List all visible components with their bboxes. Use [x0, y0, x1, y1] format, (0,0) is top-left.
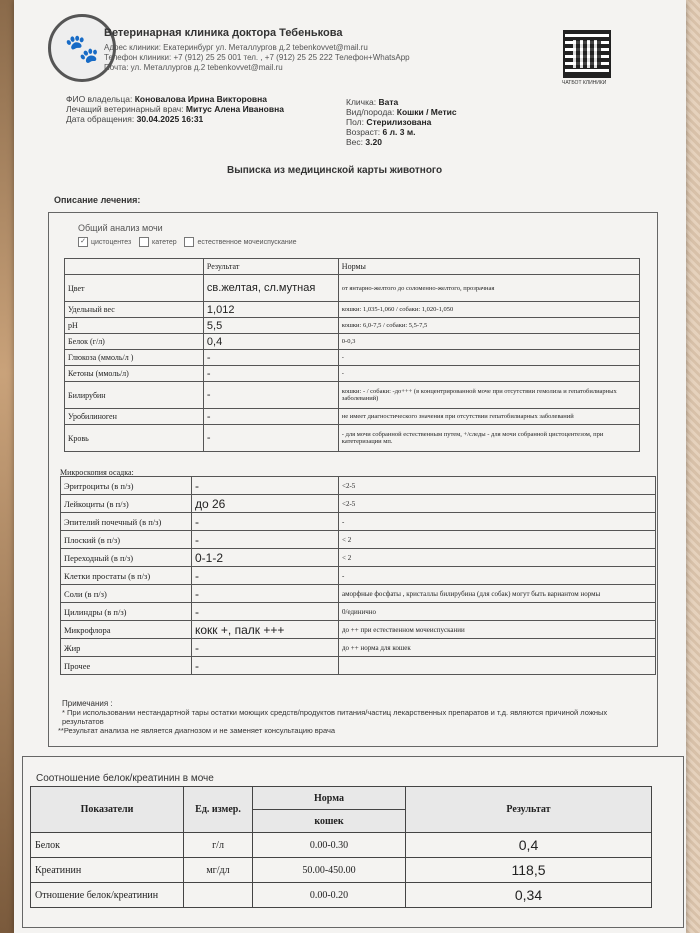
table-row	[65, 409, 640, 425]
ratio-name: Отношение белок/креатинин	[31, 883, 184, 908]
pet-age-label: Возраст:	[346, 127, 381, 137]
param-result: -	[203, 425, 338, 452]
ratio-result: 0,4	[406, 833, 652, 858]
param-result: -	[192, 639, 339, 657]
param-name: Удельный вес	[65, 302, 204, 318]
param-result: -	[192, 657, 339, 675]
checkbox-icon	[184, 237, 194, 247]
header-norm: Нормы	[338, 259, 639, 275]
param-result: -	[192, 585, 339, 603]
pet-breed-label: Вид/порода:	[346, 107, 395, 117]
ratio-name: Белок	[31, 833, 184, 858]
table-row	[31, 858, 652, 883]
table-row	[61, 549, 656, 567]
param-name: Плоский (в п/з)	[61, 531, 192, 549]
param-name: Кровь	[65, 425, 204, 452]
table-row	[61, 657, 656, 675]
header-param: Показатели	[31, 787, 184, 833]
param-norm: до ++ норма для кошек	[339, 639, 656, 657]
param-norm: кошки: 6,0-7,5 / собаки: 5,5-7,5	[338, 318, 639, 334]
param-norm: -	[339, 567, 656, 585]
date-label: Дата обращения:	[66, 114, 135, 124]
pet-nick: Вата	[378, 97, 399, 107]
param-result: -	[203, 366, 338, 382]
param-norm: кошки: 1,035-1,060 / собаки: 1,020-1,050	[338, 302, 639, 318]
param-result: -	[203, 409, 338, 425]
table-row	[61, 513, 656, 531]
urine-heading: Общий анализ мочи	[78, 223, 163, 233]
check-icon: ✓	[78, 237, 88, 247]
table-row	[65, 259, 640, 275]
param-name: Микрофлора	[61, 621, 192, 639]
param-norm: не имеет диагностического значения при отсутствии гепатобилиарных заболеваний	[338, 409, 639, 425]
param-norm: <2-5	[339, 495, 656, 513]
pet-weight: 3.20	[365, 137, 382, 147]
param-result: -	[203, 350, 338, 366]
pet-age: 6 л. 3 м.	[382, 127, 416, 137]
param-norm: от янтарно-желтого до соломенно-желтого, прозрачная	[338, 275, 639, 302]
header-norm-sub: кошек	[253, 810, 406, 833]
table-row	[65, 366, 640, 382]
table-row	[31, 883, 652, 908]
note-line: * При использовании нестандартной тары остатки моющих средств/продуктов питания/частиц лекарственных препаратов и т.д. являются причиной ложных результатов	[62, 708, 608, 726]
table-row	[61, 603, 656, 621]
clinic-address: Адрес клиники: Екатеринбург ул. Металлургов д.2 tebenkovvet@mail.ru	[104, 43, 368, 52]
table-row	[65, 302, 640, 318]
table-row	[61, 621, 656, 639]
param-name: Эпителий почечный (в п/з)	[61, 513, 192, 531]
table-row	[61, 477, 656, 495]
owner-label: ФИО владельца:	[66, 94, 133, 104]
param-norm	[339, 657, 656, 675]
table-row	[65, 334, 640, 350]
param-name: Лейкоциты (в п/з)	[61, 495, 192, 513]
table-row	[61, 639, 656, 657]
header-unit: Ед. измер.	[184, 787, 253, 833]
table-row	[61, 495, 656, 513]
header-result: Результат	[406, 787, 652, 833]
method-natural: естественное мочеиспускание	[197, 238, 297, 246]
param-result: -	[192, 531, 339, 549]
param-result: 0,4	[203, 334, 338, 350]
ratio-result: 118,5	[406, 858, 652, 883]
ratio-unit: г/л	[184, 833, 253, 858]
pet-age-row	[346, 127, 416, 137]
param-result: -	[192, 477, 339, 495]
table-row	[31, 787, 652, 810]
param-norm: -	[339, 513, 656, 531]
pet-sex-row	[346, 117, 431, 127]
param-result: 1,012	[203, 302, 338, 318]
pet-breed-row	[346, 107, 457, 117]
micro-table	[60, 476, 656, 675]
date-row	[66, 114, 203, 124]
param-norm: -	[338, 350, 639, 366]
pet-weight-row	[346, 137, 382, 147]
param-norm: аморфные фосфаты , кристаллы билирубина (для собак) могут быть вариантом нормы	[339, 585, 656, 603]
table-row	[31, 833, 652, 858]
method-catheter: катетер	[152, 238, 177, 246]
param-norm: 0/единично	[339, 603, 656, 621]
param-norm: < 2	[339, 549, 656, 567]
section-title: Описание лечения:	[54, 195, 141, 205]
pet-nick-row	[346, 97, 398, 107]
date-value: 30.04.2025 16:31	[136, 114, 204, 124]
doctor-label: Лечащий ветеринарный врач:	[66, 104, 184, 114]
ratio-title: Соотношение белок/креатинин в моче	[36, 773, 214, 784]
param-name: Кетоны (ммоль/л)	[65, 366, 204, 382]
clinic-phone: Телефон клиники: +7 (912) 25 25 001 тел. , +7 (912) 25 25 222 Телефон+WhatsApp	[104, 53, 410, 62]
pet-weight-label: Вес:	[346, 137, 364, 147]
param-norm: 0-0,3	[338, 334, 639, 350]
param-norm: до ++ при естественном мочеиспускании	[339, 621, 656, 639]
param-name: Соли (в п/з)	[61, 585, 192, 603]
param-name: Прочее	[61, 657, 192, 675]
param-norm: -	[338, 366, 639, 382]
param-norm: < 2	[339, 531, 656, 549]
header-empty	[65, 259, 204, 275]
checkbox-icon	[139, 237, 149, 247]
table-row	[61, 567, 656, 585]
notes-heading: Примечания :	[62, 699, 113, 708]
table-row	[65, 425, 640, 452]
qr-label: ЧАТБОТ КЛИНИКИ	[562, 80, 607, 86]
param-name: Цвет	[65, 275, 204, 302]
ratio-name: Креатинин	[31, 858, 184, 883]
param-name: Глюкоза (ммоль/л )	[65, 350, 204, 366]
table-row	[65, 350, 640, 366]
ratio-norm: 0.00-0.30	[253, 833, 406, 858]
param-result: св.желтая, сл.мутная	[203, 275, 338, 302]
urine-table	[64, 258, 640, 452]
param-name: Жир	[61, 639, 192, 657]
doctor-row	[66, 104, 284, 114]
ratio-unit	[184, 883, 253, 908]
param-norm: - для мочи собранной естественным путем, +/следы - для мочи собранной цистоцентезом, при катетеризации мп.	[338, 425, 639, 452]
pet-nick-label: Кличка:	[346, 97, 377, 107]
method-cystocentesis: цистоцентез	[91, 238, 132, 246]
table-row	[61, 585, 656, 603]
param-result: -	[192, 603, 339, 621]
ratio-norm: 0.00-0.20	[253, 883, 406, 908]
header-result: Результат	[203, 259, 338, 275]
param-norm: <2-5	[339, 477, 656, 495]
clinic-logo: 🐾	[48, 14, 116, 82]
owner-value: Коновалова Ирина Викторовна	[134, 94, 267, 104]
param-result: -	[203, 382, 338, 409]
param-name: Билирубин	[65, 382, 204, 409]
param-result: 0-1-2	[192, 549, 339, 567]
param-name: Клетки простаты (в п/з)	[61, 567, 192, 585]
ratio-norm: 50.00-450.00	[253, 858, 406, 883]
param-name: Эритроциты (в п/з)	[61, 477, 192, 495]
micro-heading: Микроскопия осадка:	[60, 468, 134, 477]
param-result: 5,5	[203, 318, 338, 334]
table-row	[65, 275, 640, 302]
pet-sex: Стерилизована	[366, 117, 432, 127]
param-name: Цилиндры (в п/з)	[61, 603, 192, 621]
note-line: **Результат анализа не является диагнозом и не заменяет консультацию врача	[58, 726, 336, 735]
clinic-name: Ветеринарная клиника доктора Тебенькова	[104, 27, 343, 39]
param-result: до 26	[192, 495, 339, 513]
notes	[58, 699, 642, 735]
param-name: pH	[65, 318, 204, 334]
ratio-unit: мг/дл	[184, 858, 253, 883]
param-result: -	[192, 567, 339, 585]
ratio-table	[30, 786, 652, 908]
table-row	[61, 531, 656, 549]
param-name: Уробилиноген	[65, 409, 204, 425]
header-norm: Норма	[253, 787, 406, 810]
qr-code-icon	[565, 32, 609, 76]
ratio-result: 0,34	[406, 883, 652, 908]
param-norm: кошки: - / собаки: -до+++ (в концентрированной моче при отсутствии гемолиза и гепатобилиарных заболеваний)	[338, 382, 639, 409]
page-title: Выписка из медицинской карты животного	[227, 165, 443, 176]
method-checkboxes	[78, 237, 297, 247]
table-row	[65, 382, 640, 409]
doctor-value: Митус Алена Ивановна	[185, 104, 284, 114]
owner-row	[66, 94, 267, 104]
table-row	[65, 318, 640, 334]
param-name: Белок (г/л)	[65, 334, 204, 350]
param-name: Переходный (в п/з)	[61, 549, 192, 567]
param-result: кокк +, палк +++	[192, 621, 339, 639]
pet-breed: Кошки / Метис	[396, 107, 457, 117]
clinic-mail: Почта: ул. Металлургов д.2 tebenkovvet@mail.ru	[104, 63, 283, 72]
param-result: -	[192, 513, 339, 531]
pet-sex-label: Пол:	[346, 117, 364, 127]
